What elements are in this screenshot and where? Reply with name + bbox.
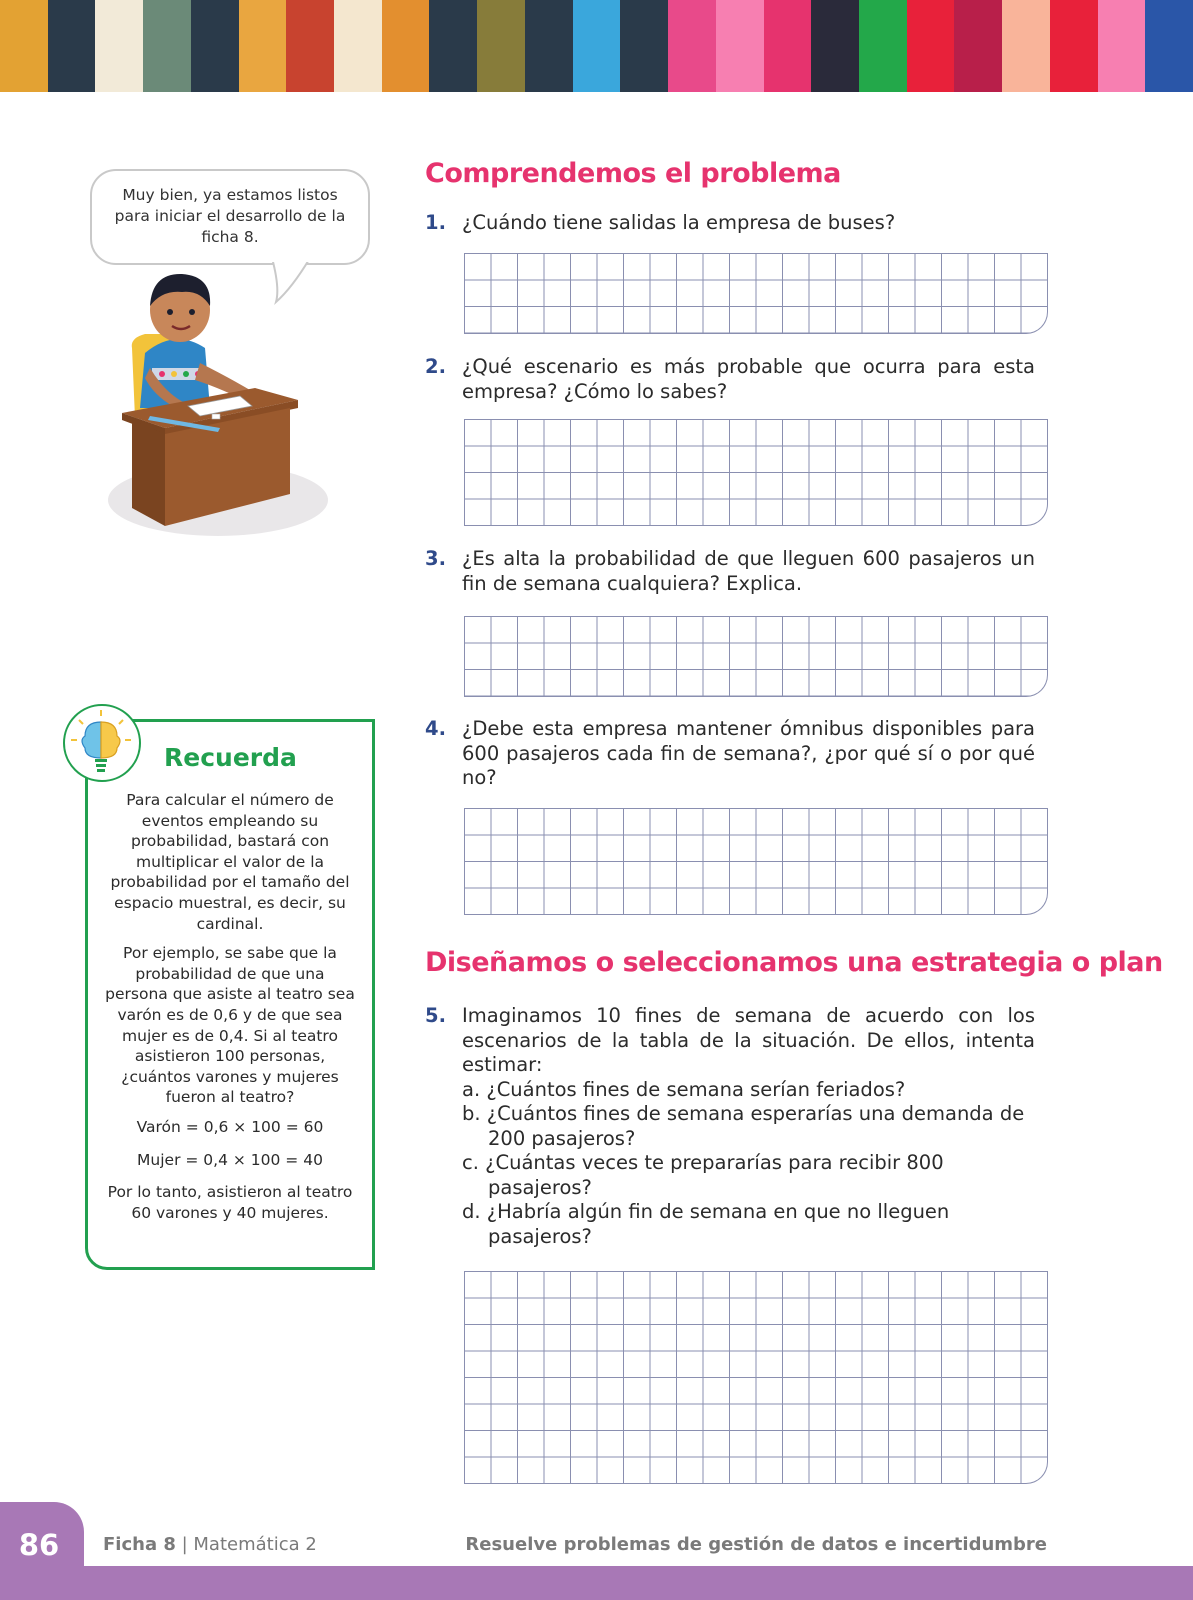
banner-stripe xyxy=(191,0,239,92)
question-number: 1. xyxy=(425,211,446,234)
banner-stripe xyxy=(954,0,1002,92)
banner-stripe xyxy=(811,0,859,92)
banner-stripe xyxy=(477,0,525,92)
recuerda-text xyxy=(103,790,357,1232)
section-title-strategy: Diseñamos o seleccionamos una estrategia o plan xyxy=(425,947,1163,978)
recuerda-equation-male: Varón = 0,6 × 100 = 60 xyxy=(136,1117,324,1136)
banner-stripe xyxy=(334,0,382,92)
banner-stripe xyxy=(1002,0,1050,92)
question-number: 4. xyxy=(425,717,446,740)
banner-stripe xyxy=(764,0,812,92)
question-number: 3. xyxy=(425,547,446,570)
banner-stripe xyxy=(859,0,907,92)
question-5-item-b: b. ¿Cuántos fines de semana esperarías una demanda de 200 pasajeros? xyxy=(462,1102,1025,1150)
question-text: ¿Qué escenario es más probable que ocurra para esta empresa? ¿Cómo lo sabes? xyxy=(462,355,1035,403)
banner-stripe xyxy=(0,0,48,92)
student-at-desk-illustration xyxy=(100,268,330,543)
question-4 xyxy=(425,717,1035,791)
question-2 xyxy=(425,355,1035,404)
recuerda-conclusion: Por lo tanto, asistieron al teatro 60 varones y 40 mujeres. xyxy=(107,1183,353,1222)
footer-subject: Matemática 2 xyxy=(193,1534,317,1555)
speech-bubble-text: Muy bien, ya estamos listos para iniciar el desarrollo de la ficha 8. xyxy=(114,186,346,246)
question-5-item-a: a. ¿Cuántos fines de semana serían feriados? xyxy=(462,1077,906,1101)
question-5-item-d: d. ¿Habría algún fin de semana en que no lleguen pasajeros? xyxy=(462,1200,950,1248)
answer-grid-5[interactable] xyxy=(464,1271,1048,1484)
answer-grid-2[interactable] xyxy=(464,419,1048,526)
banner-stripe xyxy=(1050,0,1098,92)
question-text: Imaginamos 10 fines de semana de acuerdo con los escenarios de la tabla de la situación. De ellos, intenta estimar: xyxy=(462,1004,1035,1076)
question-text: ¿Debe esta empresa mantener ómnibus disponibles para 600 pasajeros cada fin de semana?, ¿por qué sí o por qué no? xyxy=(462,717,1035,789)
question-5-items xyxy=(462,1078,1035,1250)
banner-stripe xyxy=(429,0,477,92)
footer-ficha: Ficha 8 xyxy=(103,1534,176,1555)
recuerda-paragraph-1: Para calcular el número de eventos empleando su probabilidad, bastará con multiplicar el valor de la probabilidad por el tamaño del espacio muestral, es decir, su cardinal. xyxy=(110,791,350,933)
question-5-item-c: c. ¿Cuántas veces te prepararías para recibir 800 pasajeros? xyxy=(462,1151,944,1199)
banner-stripe xyxy=(239,0,287,92)
recuerda-paragraph-2: Por ejemplo, se sabe que la probabilidad de que una persona que asiste al teatro sea varón es de 0,6 y de que sea mujer es de 0,4. Si al teatro asistieron 100 personas, ¿cuántos varones y mujeres fueron al teatro? xyxy=(105,944,355,1107)
banner-stripe xyxy=(48,0,96,92)
banner-stripe xyxy=(907,0,955,92)
footer-competence: Resuelve problemas de gestión de datos e incertidumbre xyxy=(465,1534,1047,1555)
banner-stripe xyxy=(620,0,668,92)
question-number: 2. xyxy=(425,355,446,378)
answer-grid-4[interactable] xyxy=(464,808,1048,915)
answer-grid-3[interactable] xyxy=(464,616,1048,697)
banner-stripe xyxy=(525,0,573,92)
banner-stripe xyxy=(573,0,621,92)
brain-lightbulb-icon xyxy=(63,704,141,782)
banner-stripe xyxy=(143,0,191,92)
banner-stripe xyxy=(382,0,430,92)
question-3 xyxy=(425,547,1035,596)
answer-grid-1[interactable] xyxy=(464,253,1048,334)
recuerda-title: Recuerda xyxy=(164,743,297,772)
footer-bar xyxy=(0,1566,1193,1600)
banner-stripe xyxy=(1098,0,1146,92)
banner-stripe xyxy=(716,0,764,92)
footer-ficha-label xyxy=(103,1534,317,1555)
question-number: 5. xyxy=(425,1004,446,1027)
question-text: ¿Cuándo tiene salidas la empresa de buses? xyxy=(462,211,896,234)
speech-bubble xyxy=(90,169,370,265)
banner-stripe xyxy=(286,0,334,92)
question-text: ¿Es alta la probabilidad de que lleguen 600 pasajeros un fin de semana cualquiera? Explica. xyxy=(462,547,1035,595)
banner-stripe xyxy=(95,0,143,92)
question-1 xyxy=(425,211,1035,236)
page-number: 86 xyxy=(18,1528,60,1562)
question-5 xyxy=(425,1004,1035,1249)
footer-separator: | xyxy=(175,1534,194,1555)
decorative-banner xyxy=(0,0,1193,92)
banner-stripe xyxy=(1145,0,1193,92)
recuerda-equation-female: Mujer = 0,4 × 100 = 40 xyxy=(137,1150,323,1169)
section-title-understand: Comprendemos el problema xyxy=(425,158,841,189)
banner-stripe xyxy=(668,0,716,92)
